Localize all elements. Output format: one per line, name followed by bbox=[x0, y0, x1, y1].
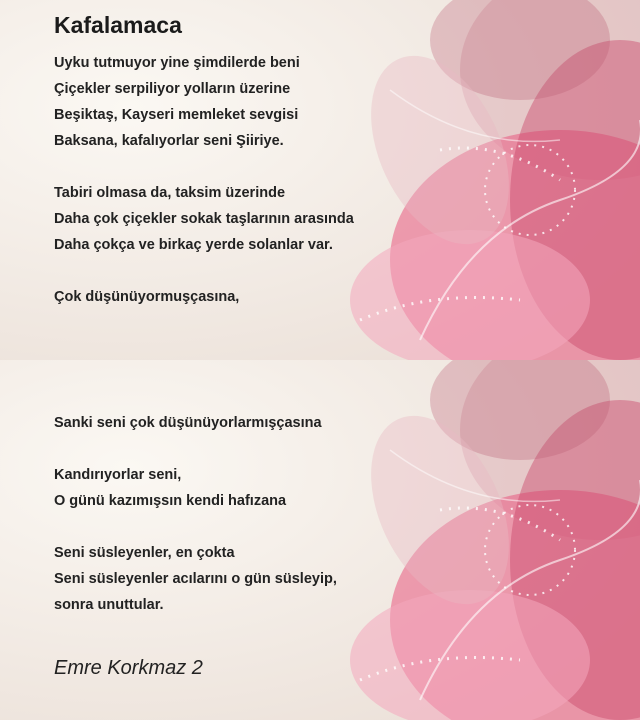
poem-line: O günü kazımışsın kendi hafızana bbox=[54, 493, 287, 509]
poem-line: Seni süsleyenler, en çokta bbox=[54, 545, 235, 561]
poem-line: Kandırıyorlar seni, bbox=[54, 467, 182, 483]
poem-line: Beşiktaş, Kayseri memleket sevgisi bbox=[54, 107, 299, 123]
stanza bbox=[54, 50, 300, 154]
stanza bbox=[54, 540, 337, 618]
stanza bbox=[54, 462, 286, 514]
poem-line: Baksana, kafalıyorlar seni Şiiriye. bbox=[54, 133, 284, 149]
poem-line: sonra unuttular. bbox=[54, 597, 164, 613]
poem-line: Sanki seni çok düşünüyorlarmışçasına bbox=[54, 415, 322, 431]
stanza bbox=[54, 284, 239, 310]
poem-line: Daha çokça ve birkaç yerde solanlar var. bbox=[54, 237, 333, 253]
poem-line: Daha çok çiçekler sokak taşlarının arasında bbox=[54, 211, 354, 227]
poem-title: Kafalamaca bbox=[54, 12, 182, 38]
poem-line: Uyku tutmuyor yine şimdilerde beni bbox=[54, 55, 300, 71]
poem-line: Tabiri olmasa da, taksim üzerinde bbox=[54, 185, 286, 201]
poem-author: Emre Korkmaz 2 bbox=[54, 657, 203, 679]
stanza bbox=[54, 180, 354, 258]
poem-line: Çiçekler serpiliyor yolların üzerine bbox=[54, 81, 291, 97]
stanza bbox=[54, 410, 322, 436]
poem-line: Çok düşünüyormuşçasına, bbox=[54, 289, 240, 305]
poem-card-bottom bbox=[0, 360, 640, 720]
poem-line: Seni süsleyenler acılarını o gün süsleyip, bbox=[54, 571, 337, 587]
